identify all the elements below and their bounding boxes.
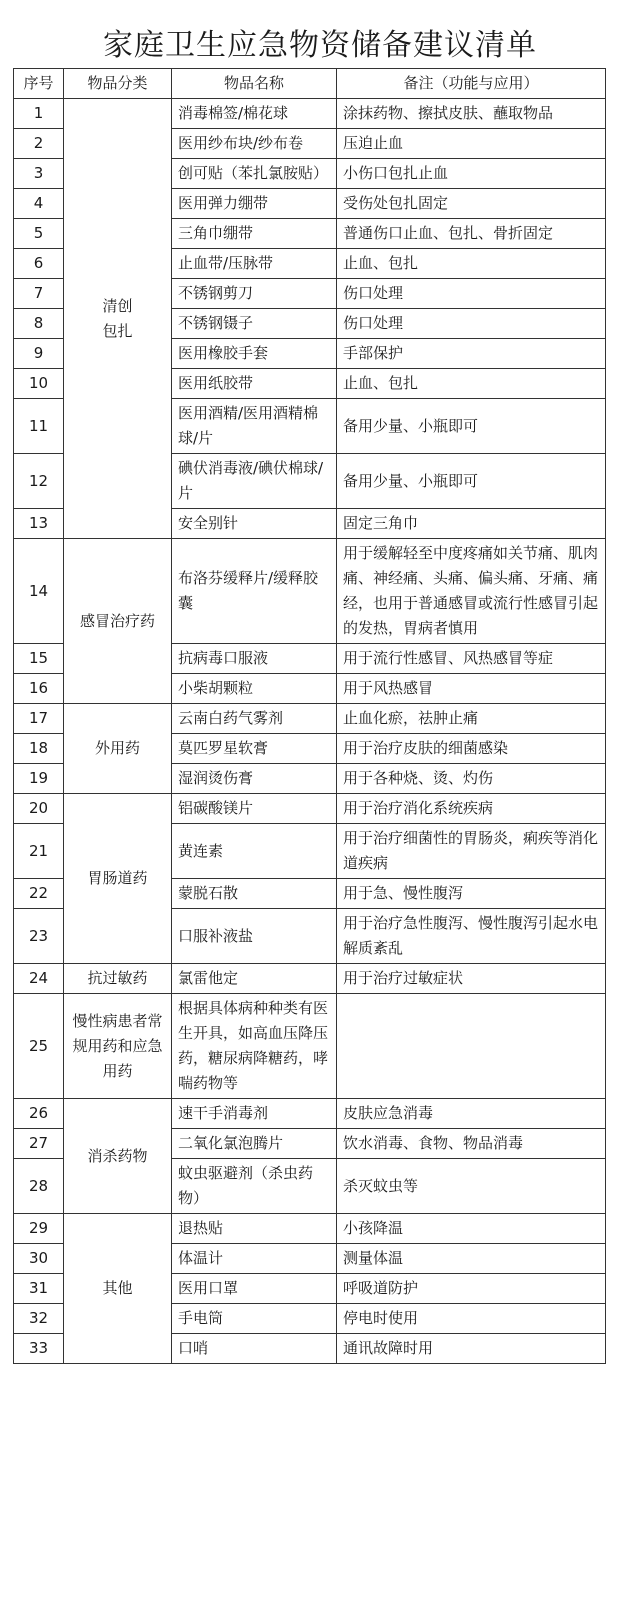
item-note: 用于治疗过敏症状 (337, 964, 606, 994)
table-row (14, 794, 606, 824)
item-number: 28 (14, 1159, 64, 1214)
table-header-row (14, 69, 606, 99)
item-note: 用于各种烧、烫、灼伤 (337, 764, 606, 794)
item-number: 5 (14, 219, 64, 249)
item-name: 医用纱布块/纱布卷 (172, 129, 337, 159)
item-number: 6 (14, 249, 64, 279)
item-number: 25 (14, 994, 64, 1099)
item-note (337, 994, 606, 1099)
item-number: 3 (14, 159, 64, 189)
item-name: 创可贴（苯扎氯胺贴） (172, 159, 337, 189)
item-note: 伤口处理 (337, 309, 606, 339)
item-name: 布洛芬缓释片/缓释胶囊 (172, 539, 337, 644)
item-note: 压迫止血 (337, 129, 606, 159)
item-number: 4 (14, 189, 64, 219)
item-number: 2 (14, 129, 64, 159)
item-name: 止血带/压脉带 (172, 249, 337, 279)
item-name: 小柴胡颗粒 (172, 674, 337, 704)
item-name: 氯雷他定 (172, 964, 337, 994)
item-number: 33 (14, 1334, 64, 1364)
item-number: 8 (14, 309, 64, 339)
item-note: 测量体温 (337, 1244, 606, 1274)
category-disinfectant: 消杀药物 (64, 1099, 172, 1214)
item-name: 黄连素 (172, 824, 337, 879)
item-note: 呼吸道防护 (337, 1274, 606, 1304)
item-number: 1 (14, 99, 64, 129)
item-note: 杀灭蚊虫等 (337, 1159, 606, 1214)
item-number: 13 (14, 509, 64, 539)
item-name: 医用口罩 (172, 1274, 337, 1304)
item-note: 小孩降温 (337, 1214, 606, 1244)
item-number: 18 (14, 734, 64, 764)
item-number: 17 (14, 704, 64, 734)
item-name: 三角巾绷带 (172, 219, 337, 249)
item-name: 蒙脱石散 (172, 879, 337, 909)
item-number: 31 (14, 1274, 64, 1304)
header-number: 序号 (14, 69, 64, 99)
item-note: 用于风热感冒 (337, 674, 606, 704)
item-note: 受伤处包扎固定 (337, 189, 606, 219)
item-name: 医用弹力绷带 (172, 189, 337, 219)
item-number: 11 (14, 399, 64, 454)
table-row (14, 1099, 606, 1129)
item-note: 小伤口包扎止血 (337, 159, 606, 189)
item-name: 二氧化氯泡腾片 (172, 1129, 337, 1159)
category-gastro-medicine: 胃肠道药 (64, 794, 172, 964)
item-number: 32 (14, 1304, 64, 1334)
item-name: 碘伏消毒液/碘伏棉球/片 (172, 454, 337, 509)
item-name: 抗病毒口服液 (172, 644, 337, 674)
item-number: 10 (14, 369, 64, 399)
item-name: 不锈钢剪刀 (172, 279, 337, 309)
item-name: 速干手消毒剂 (172, 1099, 337, 1129)
item-name: 医用橡胶手套 (172, 339, 337, 369)
category-external-medicine: 外用药 (64, 704, 172, 794)
table-body (14, 99, 606, 1364)
item-name: 消毒棉签/棉花球 (172, 99, 337, 129)
item-number: 9 (14, 339, 64, 369)
item-note: 备用少量、小瓶即可 (337, 454, 606, 509)
item-number: 27 (14, 1129, 64, 1159)
item-name: 莫匹罗星软膏 (172, 734, 337, 764)
item-note: 固定三角巾 (337, 509, 606, 539)
item-name: 口服补液盐 (172, 909, 337, 964)
item-number: 26 (14, 1099, 64, 1129)
item-name: 铝碳酸镁片 (172, 794, 337, 824)
item-number: 7 (14, 279, 64, 309)
item-note: 备用少量、小瓶即可 (337, 399, 606, 454)
page-title: 家庭卫生应急物资储备建议清单 (103, 28, 537, 63)
item-name: 根据具体病种种类有医生开具，如高血压降压药，糖尿病降糖药，哮喘药物等 (172, 994, 337, 1099)
table-row (14, 704, 606, 734)
table-row (14, 539, 606, 644)
item-note: 止血、包扎 (337, 369, 606, 399)
item-note: 用于流行性感冒、风热感冒等症 (337, 644, 606, 674)
item-note: 饮水消毒、食物、物品消毒 (337, 1129, 606, 1159)
item-note: 用于缓解轻至中度疼痛如关节痛、肌肉痛、神经痛、头痛、偏头痛、牙痛、痛经，也用于普通感冒或流行性感冒引起的发热，胃病者慎用 (337, 539, 606, 644)
item-note: 用于治疗急性腹泻、慢性腹泻引起水电解质紊乱 (337, 909, 606, 964)
supply-table (13, 68, 606, 1364)
table-row (14, 964, 606, 994)
item-name: 不锈钢镊子 (172, 309, 337, 339)
item-number: 16 (14, 674, 64, 704)
item-number: 19 (14, 764, 64, 794)
item-note: 普通伤口止血、包扎、骨折固定 (337, 219, 606, 249)
category-cleaning-bandaging: 清创 包扎 (64, 99, 172, 539)
item-number: 23 (14, 909, 64, 964)
item-name: 退热贴 (172, 1214, 337, 1244)
item-number: 21 (14, 824, 64, 879)
item-number: 14 (14, 539, 64, 644)
table-row (14, 994, 606, 1099)
item-number: 12 (14, 454, 64, 509)
item-note: 用于治疗消化系统疾病 (337, 794, 606, 824)
item-name: 安全别针 (172, 509, 337, 539)
table-row (14, 99, 606, 129)
item-name: 体温计 (172, 1244, 337, 1274)
item-note: 用于治疗细菌性的胃肠炎，痢疾等消化道疾病 (337, 824, 606, 879)
item-note: 止血、包扎 (337, 249, 606, 279)
item-name: 湿润烫伤膏 (172, 764, 337, 794)
item-note: 手部保护 (337, 339, 606, 369)
item-name: 医用酒精/医用酒精棉球/片 (172, 399, 337, 454)
category-other: 其他 (64, 1214, 172, 1364)
item-note: 涂抹药物、擦拭皮肤、蘸取物品 (337, 99, 606, 129)
item-number: 20 (14, 794, 64, 824)
header-item-name: 物品名称 (172, 69, 337, 99)
table-row (14, 1214, 606, 1244)
category-antiallergy: 抗过敏药 (64, 964, 172, 994)
item-number: 24 (14, 964, 64, 994)
item-note: 用于治疗皮肤的细菌感染 (337, 734, 606, 764)
category-chronic-disease: 慢性病患者常规用药和应急用药 (64, 994, 172, 1099)
item-number: 15 (14, 644, 64, 674)
item-name: 医用纸胶带 (172, 369, 337, 399)
header-category: 物品分类 (64, 69, 172, 99)
item-note: 停电时使用 (337, 1304, 606, 1334)
item-name: 蚊虫驱避剂（杀虫药物） (172, 1159, 337, 1214)
header-note: 备注（功能与应用） (337, 69, 606, 99)
item-name: 手电筒 (172, 1304, 337, 1334)
item-number: 29 (14, 1214, 64, 1244)
item-note: 通讯故障时用 (337, 1334, 606, 1364)
item-note: 止血化瘀，祛肿止痛 (337, 704, 606, 734)
item-note: 用于急、慢性腹泻 (337, 879, 606, 909)
item-note: 皮肤应急消毒 (337, 1099, 606, 1129)
item-name: 口哨 (172, 1334, 337, 1364)
item-name: 云南白药气雾剂 (172, 704, 337, 734)
category-cold-medicine: 感冒治疗药 (64, 539, 172, 704)
item-note: 伤口处理 (337, 279, 606, 309)
item-number: 22 (14, 879, 64, 909)
item-number: 30 (14, 1244, 64, 1274)
